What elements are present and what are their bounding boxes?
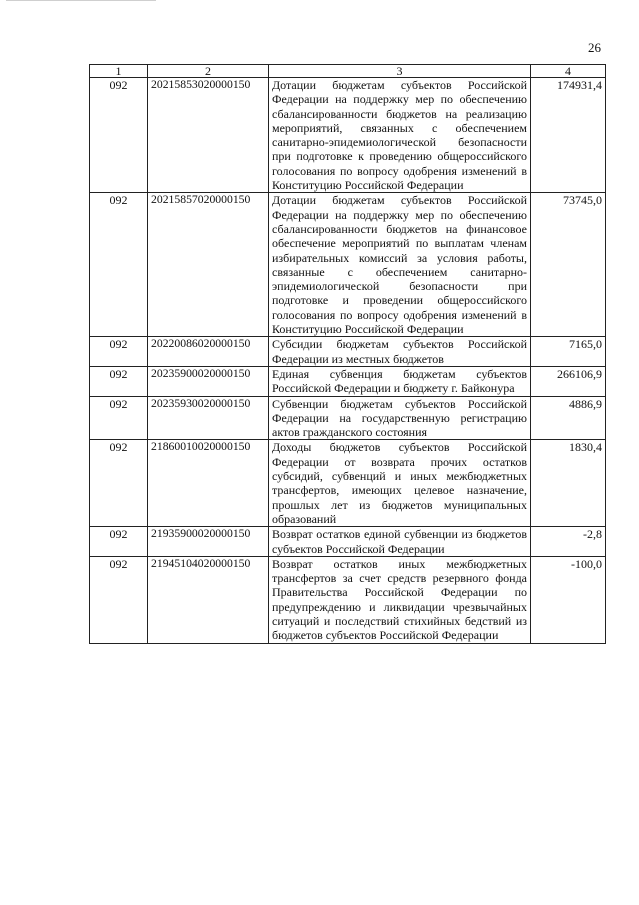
table-row xyxy=(90,556,606,643)
classification-code: 20215857020000150 xyxy=(148,193,269,337)
amount: 4886,9 xyxy=(531,396,606,440)
admin-code: 092 xyxy=(90,556,148,643)
amount: -2,8 xyxy=(531,527,606,557)
table-row xyxy=(90,440,606,527)
classification-code: 20215853020000150 xyxy=(148,78,269,193)
admin-code: 092 xyxy=(90,396,148,440)
classification-code: 21945104020000150 xyxy=(148,556,269,643)
header-col-2: 2 xyxy=(148,65,269,78)
classification-code: 21860010020000150 xyxy=(148,440,269,527)
revenue-name: Возврат остатков единой субвенции из бюджетов субъектов Российской Федерации xyxy=(269,527,531,557)
admin-code: 092 xyxy=(90,527,148,557)
admin-code: 092 xyxy=(90,78,148,193)
amount: 1830,4 xyxy=(531,440,606,527)
amount: 7165,0 xyxy=(531,337,606,367)
revenue-name: Единая субвенция бюджетам субъектов Российской Федерации и бюджету г. Байконура xyxy=(269,366,531,396)
revenue-name: Дотации бюджетам субъектов Российской Федерации на поддержку мер по обеспечению сбалансированности бюджетов на реализацию мероприятий, связанных с обеспечением санитарно-эпидемиологической безопасности при подготовке к проведению общероссийского голосования по вопросу одобрения изменений в Конституцию Российской Федерации xyxy=(269,78,531,193)
classification-code: 21935900020000150 xyxy=(148,527,269,557)
amount: 73745,0 xyxy=(531,193,606,337)
table-header-row xyxy=(90,65,606,78)
header-col-1: 1 xyxy=(90,65,148,78)
table-row xyxy=(90,527,606,557)
table-row xyxy=(90,78,606,193)
amount: 266106,9 xyxy=(531,366,606,396)
scan-edge-line xyxy=(6,0,156,1)
budget-table xyxy=(89,64,606,644)
table-row xyxy=(90,396,606,440)
revenue-name: Возврат остатков иных межбюджетных трансфертов за счет средств резервного фонда Правительства Российской Федерации по предупреждению и ликвидации чрезвычайных ситуаций и последствий стихийных бедствий из бюджетов субъектов Российской Федерации xyxy=(269,556,531,643)
amount: 174931,4 xyxy=(531,78,606,193)
amount: -100,0 xyxy=(531,556,606,643)
admin-code: 092 xyxy=(90,366,148,396)
revenue-name: Субсидии бюджетам субъектов Российской Федерации из местных бюджетов xyxy=(269,337,531,367)
revenue-name: Дотации бюджетам субъектов Российской Федерации на поддержку мер по обеспечению сбалансированности бюджетов на финансовое обеспечение мероприятий по выплатам членам избирательных комиссий за условия работы, связанные с обеспечением санитарно-эпидемиологической безопасности при подготовке и проведении общероссийского голосования по вопросу одобрения изменений в Конституцию Российской Федерации xyxy=(269,193,531,337)
revenue-name: Субвенции бюджетам субъектов Российской Федерации на государственную регистрацию актов гражданского состояния xyxy=(269,396,531,440)
classification-code: 20235900020000150 xyxy=(148,366,269,396)
header-col-3: 3 xyxy=(269,65,531,78)
table-row xyxy=(90,366,606,396)
revenue-name: Доходы бюджетов субъектов Российской Федерации от возврата прочих остатков субсидий, субвенций и иных межбюджетных трансфертов, имеющих целевое назначение, прошлых лет из бюджетов муниципальных образований xyxy=(269,440,531,527)
header-col-4: 4 xyxy=(531,65,606,78)
admin-code: 092 xyxy=(90,440,148,527)
classification-code: 20220086020000150 xyxy=(148,337,269,367)
admin-code: 092 xyxy=(90,193,148,337)
admin-code: 092 xyxy=(90,337,148,367)
table-row xyxy=(90,193,606,337)
table-row xyxy=(90,337,606,367)
classification-code: 20235930020000150 xyxy=(148,396,269,440)
page-number: 26 xyxy=(588,40,601,55)
